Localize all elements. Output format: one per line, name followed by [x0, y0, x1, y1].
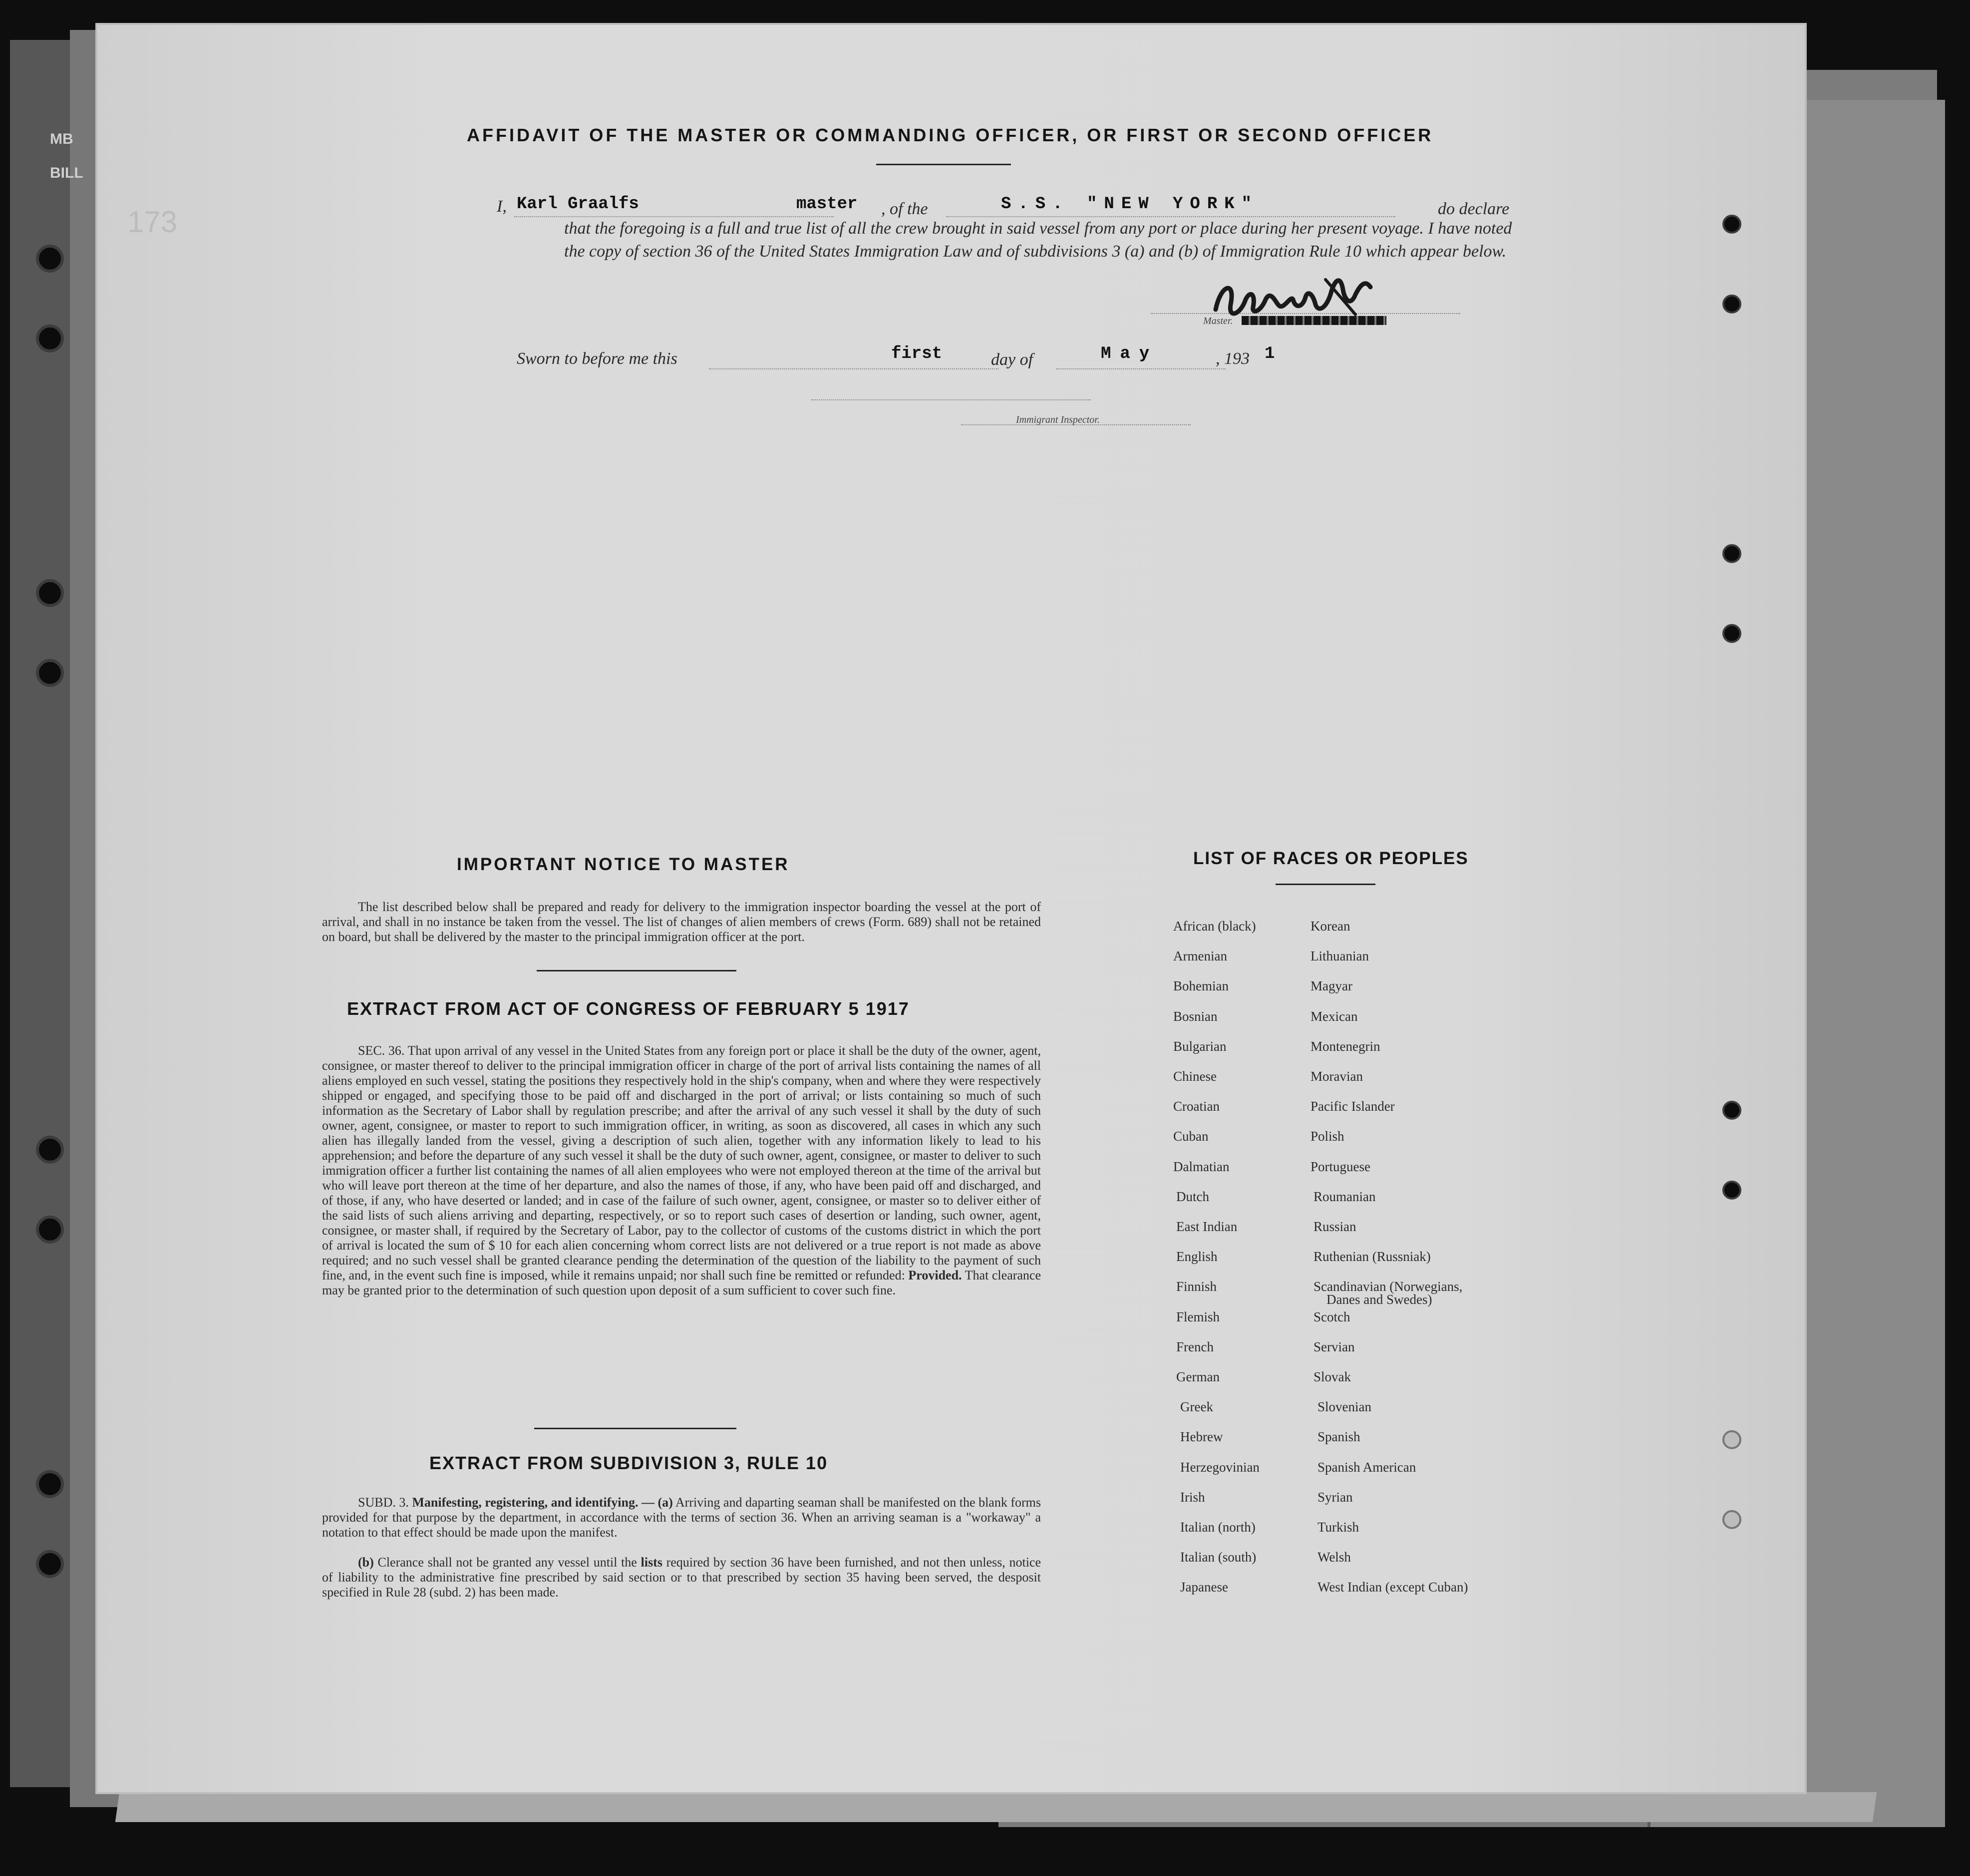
race-item: Slovenian — [1317, 1399, 1371, 1415]
master-label: Master. — [1203, 315, 1233, 326]
extract-act-title: EXTRACT FROM ACT OF CONGRESS OF FEBRUARY 5 1917 — [347, 998, 910, 1019]
race-item: Moravian — [1311, 1069, 1363, 1084]
race-item: Dalmatian — [1173, 1159, 1230, 1174]
binder-hole-icon — [1722, 624, 1741, 643]
binder-hole-icon — [36, 1470, 64, 1498]
race-item: Bulgarian — [1173, 1038, 1227, 1054]
race-item: Magyar — [1311, 978, 1352, 994]
year-prefix: , 193 — [1216, 349, 1250, 368]
race-item: Syrian — [1317, 1489, 1353, 1505]
race-item: Italian (south) — [1180, 1550, 1257, 1565]
race-item: Spanish American — [1317, 1459, 1416, 1475]
race-item: Japanese — [1180, 1579, 1228, 1595]
part-b-text-2: required by section 36 have been furnished, and not then unless, notice of liability to the administrative fine prescribed by said section or to that prescribed by section 35 having been served, the desposit specified in Rule 28 (subd. 2) has been made. — [322, 1555, 1041, 1599]
race-item: Scotch — [1313, 1309, 1350, 1324]
day-of-label: day of — [991, 350, 1033, 369]
inspector-field-line — [811, 399, 1091, 400]
race-item: German — [1176, 1369, 1220, 1384]
race-item: Welsh — [1317, 1550, 1351, 1565]
race-item: English — [1176, 1249, 1218, 1264]
do-declare-label: do declare — [1438, 200, 1510, 218]
race-item-continuation: Danes and Swedes) — [1326, 1292, 1432, 1307]
race-item: Korean — [1311, 919, 1350, 934]
race-item: African (black) — [1173, 919, 1256, 934]
race-item: Chinese — [1173, 1069, 1217, 1084]
race-item: French — [1176, 1339, 1214, 1354]
inspector-label: Immigrant Inspector. — [1016, 414, 1100, 425]
binder-hole-icon — [36, 1136, 64, 1164]
notice-title: IMPORTANT NOTICE TO MASTER — [457, 855, 790, 874]
race-item: Herzegovinian — [1180, 1459, 1260, 1475]
bottom-page-fold — [115, 1792, 1877, 1822]
binder-hole-icon — [1722, 1181, 1741, 1200]
struck-through-title — [1242, 316, 1386, 325]
provided-keyword: Provided. — [908, 1268, 962, 1282]
binder-hole-icon — [1722, 1430, 1741, 1449]
race-item: Russian — [1313, 1219, 1356, 1234]
part-b-label: (b) — [358, 1555, 374, 1569]
binder-hole-icon — [36, 245, 64, 273]
vessel-name: S.S. "NEW YORK" — [1001, 195, 1259, 214]
affidavit-page — [97, 25, 1805, 1792]
binder-hole-icon — [36, 659, 64, 687]
sworn-day: first — [891, 344, 943, 363]
race-item: Scandinavian (Norwegians, — [1313, 1279, 1463, 1294]
race-item: Flemish — [1176, 1309, 1220, 1324]
declarant-pronoun: I, — [497, 197, 507, 216]
notice-text: The list described below shall be prepared and ready for delivery to the immigration inspector boarding the vessel at the port of arrival, and shall in no instance be taken from the vessel. The list of changes of alien members of crews (Form. 689) shall not be retained on board, but shall be delivered by the master to the principal immigration officer at the port. — [322, 900, 1041, 944]
binder-hole-icon — [36, 1550, 64, 1578]
title-rule — [876, 164, 1011, 165]
sec-36-body: SEC. 36. That upon arrival of any vessel in the United States from any foreign port or place it shall be the duty of the owner, agent, consignee, or master thereof to deliver to the principal immigration officer in charge of the port of arrival lists containing the names of all aliens employed en such vessel, stating the positions they respectively hold in the ship's company, when and where they were respectively shipped or engaged, and specifying those to be paid off and discharged in the port of arrival; or lists containing so much of such information as the Secretary of Labor shall by regulation prescribe; and after the arrival of any such vessel it shall by the duty of such owner, agent, consignee, or master to report to such immigration officer, in writing, as soon as discovered, all cases in which any such alien has illegally landed from the vessel, giving a description of such alien, together with any information likely to lead to his apprehension; and before the departure of any such vessel it shall be the duty of such owner, agent, consignee, or master to deliver to such immigration officer a further list containing the names of all alien employees who were not employed thereon at the time of the arrival but who will leave port thereon at the time of her departure, and also the names of those, if any, who have been paid off and discharged, and of those, if any, who have deserted or landed; and in case of the failure of such owner, agent, consignee, or master so to deliver either of the said lists of such aliens arriving and departing, respectively, or so to report such cases of desertion or landing, such owner, agent, consignee, or master shall, if required by the Secretary of Labor, pay to the collector of customs of the customs district in which the port of arrival is located the sum of $ 10 for each alien concerning whom correct lists are not delivered or a true report is not made as above required; and no such vessel shall be granted clearance pending the determination of the question of the liability to the payment of such fine, and, in the event such fine is imposed, while it remains unpaid; nor shall such fine be remitted or refunded: — [322, 1043, 1041, 1282]
race-item: Finnish — [1176, 1279, 1217, 1294]
part-a-label: — (a) — [641, 1495, 673, 1510]
notice-rule — [537, 970, 736, 971]
part-b-text-1: Clerance shall not be granted any vessel until the — [377, 1555, 637, 1569]
binder-hole-icon — [36, 579, 64, 607]
race-item: Polish — [1311, 1129, 1344, 1144]
binder-hole-icon — [36, 1216, 64, 1244]
binder-hole-icon — [1722, 1510, 1741, 1529]
day-field-line — [709, 368, 998, 369]
month-field-line — [1056, 368, 1226, 369]
year-digit: 1 — [1265, 344, 1275, 363]
race-item: Croatian — [1173, 1099, 1220, 1114]
race-item: Cuban — [1173, 1129, 1209, 1144]
race-item: Lithuanian — [1311, 948, 1369, 964]
extract-rule-part-a — [322, 1495, 1041, 1540]
race-item: Mexican — [1311, 1008, 1358, 1024]
extract-rule — [534, 1428, 736, 1429]
race-item: Spanish — [1317, 1429, 1360, 1445]
faint-page-number: 173 — [127, 205, 178, 239]
race-item: Bohemian — [1173, 978, 1229, 994]
race-item: Turkish — [1317, 1520, 1359, 1535]
declarant-name: Karl Graalfs — [517, 195, 639, 214]
race-item: Irish — [1180, 1489, 1205, 1505]
subd-heading: Manifesting, registering, and identifying. — [412, 1495, 639, 1510]
sworn-month: May — [1101, 344, 1159, 363]
race-item: Servian — [1313, 1339, 1355, 1354]
affidavit-title: AFFIDAVIT OF THE MASTER OR COMMANDING OFFICER, OR FIRST OR SECOND OFFICER — [467, 125, 1434, 145]
binder-hole-icon — [1722, 295, 1741, 313]
race-item: Pacific Islander — [1311, 1099, 1395, 1114]
race-item: Dutch — [1176, 1189, 1209, 1204]
race-item: East Indian — [1176, 1219, 1238, 1234]
race-item: Armenian — [1173, 948, 1227, 964]
binder-hole-icon — [1722, 215, 1741, 234]
subd-label: SUBD. 3. — [358, 1495, 409, 1510]
race-item: Montenegrin — [1311, 1038, 1380, 1054]
race-item: Bosnian — [1173, 1008, 1218, 1024]
races-rule — [1276, 884, 1375, 885]
binder-hole-icon — [36, 324, 64, 352]
race-item: West Indian (except Cuban) — [1317, 1579, 1468, 1595]
part-a-text: Arriving and daparting seaman shall be manifested on the blank forms provided for that purpose by the department, in accordance with the terms of section 36. When an arriving seaman is a "workaway" a notation to that effect should be made upon the manifest. — [322, 1495, 1041, 1540]
of-the-label: , of the — [881, 200, 928, 218]
declaration-body: that the foregoing is a full and true list of all the crew brought in said vessel from any port or place during her present voyage. I have noted the copy of section 36 of the United States Immigration Law and of subdivisions 3 (a) and (b) of Immigration Rule 10 which appear below. — [564, 219, 1512, 261]
declarant-rank: master — [796, 195, 858, 214]
margin-stamp-1: MB — [50, 131, 73, 147]
extract-act-text — [322, 1043, 1041, 1298]
sec-36-end: That clearance may be granted prior to the determination of such question upon deposit of a sum sufficient to cover such fine. — [322, 1268, 1041, 1297]
race-item: Portuguese — [1311, 1159, 1370, 1174]
part-b-lists: lists — [641, 1555, 662, 1569]
sworn-label: Sworn to before me this — [517, 349, 677, 368]
extract-rule-part-b — [322, 1555, 1041, 1600]
race-item: Ruthenian (Russniak) — [1313, 1249, 1431, 1264]
race-item: Roumanian — [1313, 1189, 1376, 1204]
race-item: Italian (north) — [1180, 1520, 1256, 1535]
binder-hole-icon — [1722, 1101, 1741, 1120]
race-item: Greek — [1180, 1399, 1213, 1415]
extract-rule-title: EXTRACT FROM SUBDIVISION 3, RULE 10 — [429, 1453, 828, 1473]
margin-stamp-2: BILL — [50, 165, 83, 181]
binder-hole-icon — [1722, 544, 1741, 563]
races-title: LIST OF RACES OR PEOPLES — [1193, 849, 1469, 868]
race-item: Slovak — [1313, 1369, 1351, 1384]
race-item: Hebrew — [1180, 1429, 1223, 1445]
